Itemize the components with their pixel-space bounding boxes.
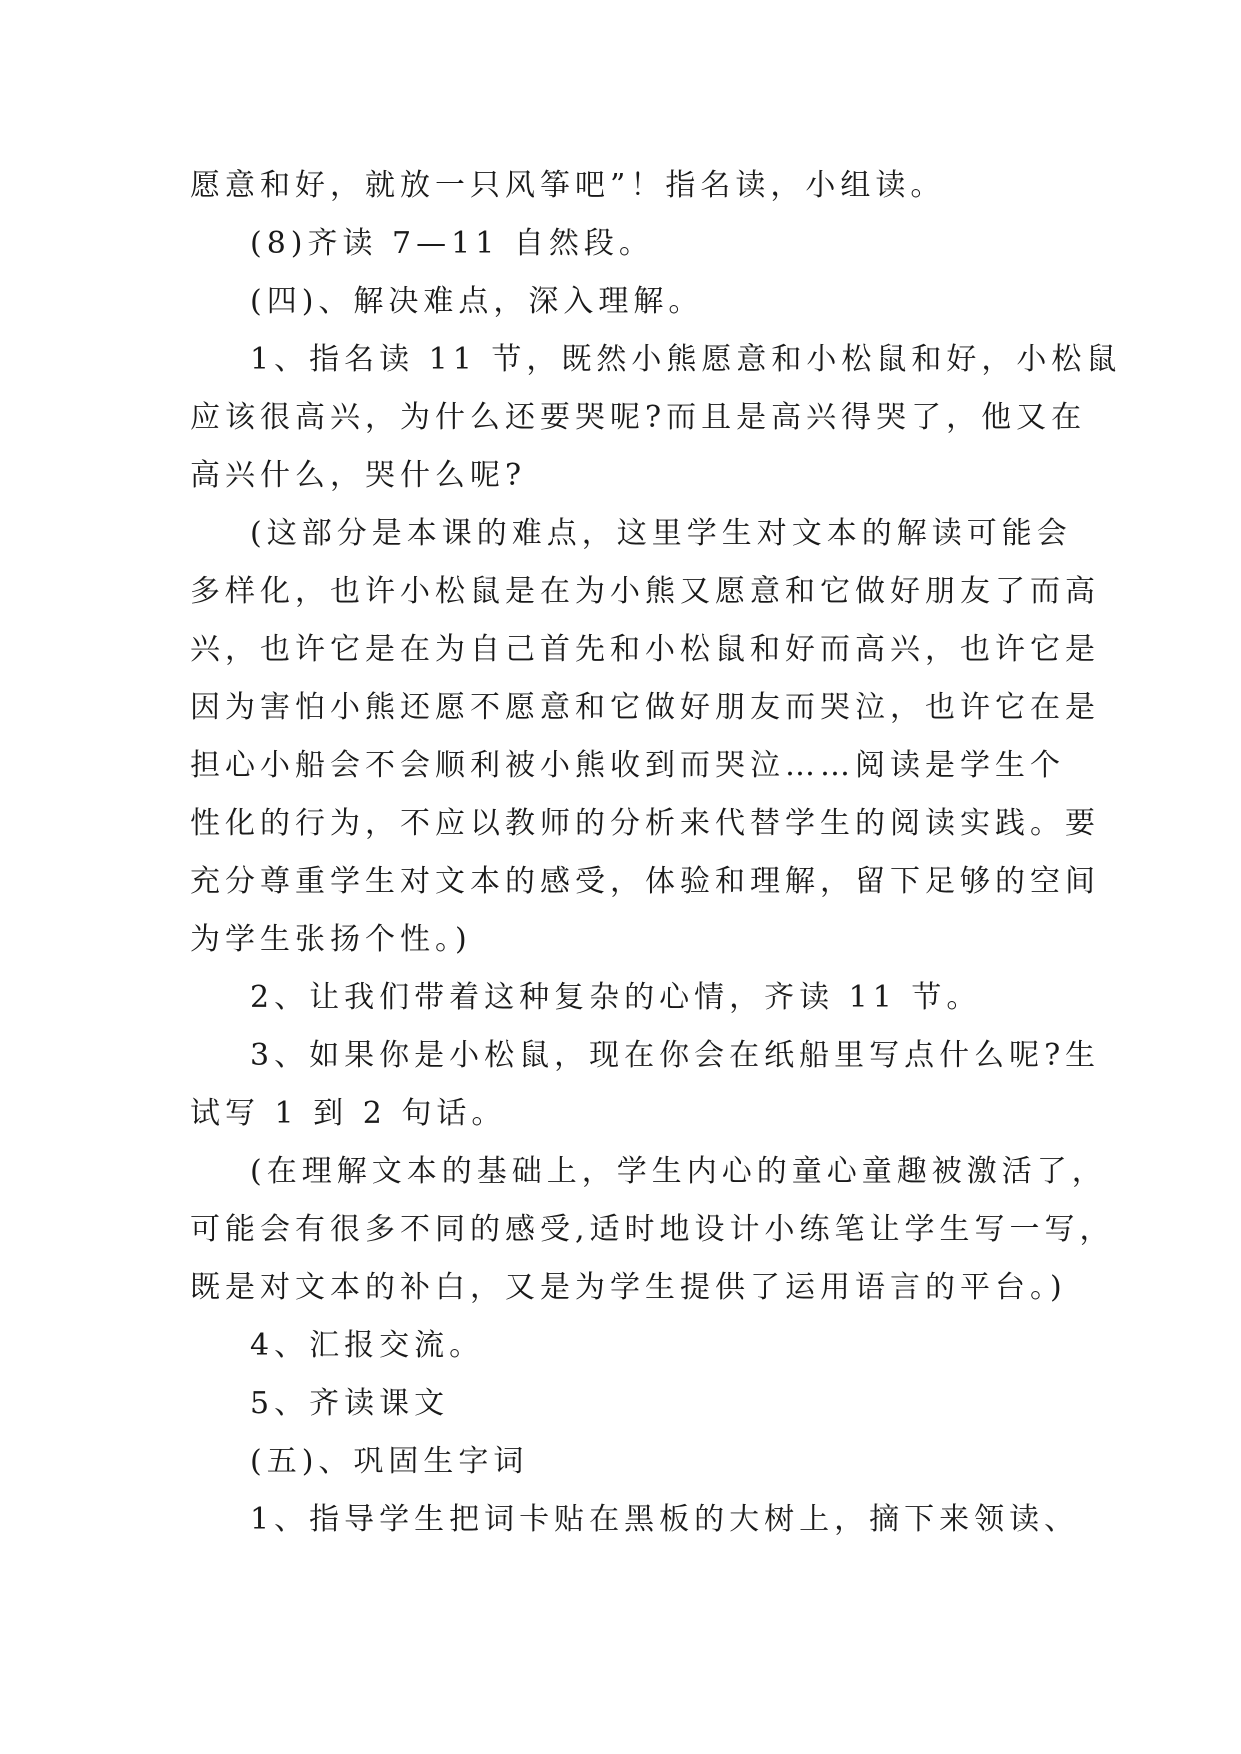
text-line: 充分尊重学生对文本的感受，体验和理解，留下足够的空间 — [190, 864, 1100, 899]
text-line: 愿意和好，就放一只风筝吧”！指名读，小组读。 — [190, 168, 946, 203]
text-line: 高兴什么，哭什么呢? — [190, 458, 527, 493]
text-line: 3、如果你是小松鼠，现在你会在纸船里写点什么呢?生 — [250, 1038, 1101, 1073]
text-line: 多样化，也许小松鼠是在为小熊又愿意和它做好朋友了而高 — [190, 574, 1100, 609]
text-line: 应该很高兴，为什么还要哭呢?而且是高兴得哭了，他又在 — [190, 400, 1087, 435]
text-line: 5、齐读课文 — [250, 1386, 450, 1421]
text-line: (这部分是本课的难点，这里学生对文本的解读可能会 — [250, 516, 1072, 551]
text-line: 既是对文本的补白，又是为学生提供了运用语言的平台。) — [190, 1270, 1067, 1305]
text-line: 担心小船会不会顺利被小熊收到而哭泣……阅读是学生个 — [190, 748, 1065, 783]
text-line: 为学生张扬个性。) — [190, 922, 472, 957]
text-line: 2、让我们带着这种复杂的心情，齐读 11 节。 — [250, 980, 982, 1015]
text-line: 性化的行为，不应以教师的分析来代替学生的阅读实践。要 — [190, 806, 1100, 841]
text-line: (8)齐读 7—11 自然段。 — [250, 226, 654, 261]
text-line: 1、指导学生把词卡贴在黑板的大树上，摘下来领读、 — [250, 1502, 1080, 1537]
section-heading: (四)、解决难点，深入理解。 — [250, 284, 704, 319]
text-line: 试写 1 到 2 句话。 — [190, 1096, 507, 1131]
text-line: 可能会有很多不同的感受,适时地设计小练笔让学生写一写， — [190, 1212, 1115, 1247]
text-line: 1、指名读 11 节，既然小熊愿意和小松鼠和好，小松鼠 — [250, 342, 1122, 377]
text-line: 因为害怕小熊还愿不愿意和它做好朋友而哭泣，也许它在是 — [190, 690, 1100, 725]
text-line: (在理解文本的基础上，学生内心的童心童趣被激活了， — [250, 1154, 1107, 1189]
text-line: 4、汇报交流。 — [250, 1328, 485, 1363]
text-line: 兴，也许它是在为自己首先和小松鼠和好而高兴，也许它是 — [190, 632, 1100, 667]
section-heading: (五)、巩固生字词 — [250, 1444, 529, 1479]
